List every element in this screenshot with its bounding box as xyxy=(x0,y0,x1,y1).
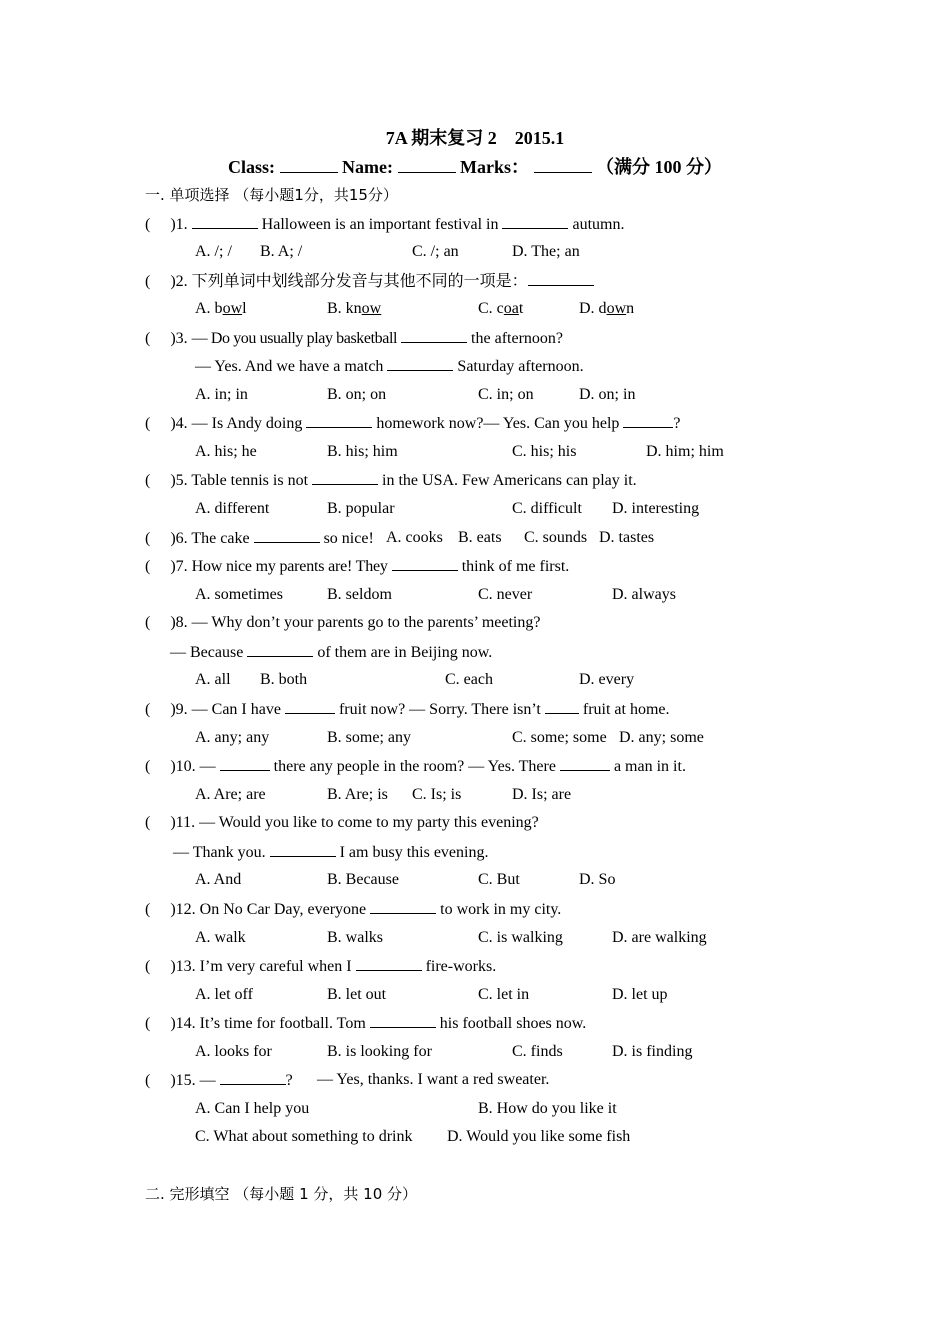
option-c: C. his; his xyxy=(512,443,577,460)
option-d: D. him; him xyxy=(646,443,724,460)
question-text: think of me first. xyxy=(461,558,570,575)
option-d: D. So xyxy=(579,871,616,888)
question-text: — xyxy=(199,758,216,775)
option-b: B. walks xyxy=(327,929,383,946)
question-11-line-2 xyxy=(173,842,488,863)
option-a: A. looks for xyxy=(195,1043,272,1060)
answer-paren: ( xyxy=(145,1015,151,1032)
question-7 xyxy=(145,556,569,577)
blank[interactable] xyxy=(392,556,458,571)
blank[interactable] xyxy=(370,1013,436,1028)
option-d: D. every xyxy=(579,671,635,688)
question-10 xyxy=(145,756,686,777)
option-c: C. is walking xyxy=(478,929,563,946)
answer-paren: ( xyxy=(145,273,151,290)
question-6 xyxy=(145,528,374,549)
question-text: — Do you usually play basketball xyxy=(191,330,398,347)
option-d: D. is finding xyxy=(612,1043,693,1060)
question-11 xyxy=(145,813,539,833)
option-b: B. seldom xyxy=(327,586,392,603)
answer-paren: ( xyxy=(145,472,151,489)
option-c: C. What about something to drink xyxy=(195,1128,413,1145)
option-a: A. /; / xyxy=(195,243,232,260)
question-1 xyxy=(145,214,624,235)
question-number: )15. xyxy=(170,1072,196,1089)
question-5 xyxy=(145,470,637,491)
blank[interactable] xyxy=(192,214,258,229)
question-text: I am busy this evening. xyxy=(339,844,489,861)
question-text: of them are in Beijing now. xyxy=(317,644,493,661)
full-score: （满分 100 分） xyxy=(596,157,722,177)
question-2 xyxy=(145,271,594,292)
question-text: — Why don’t your parents go to the parents’ meeting? xyxy=(191,614,541,631)
question-15-response: — Yes, thanks. I want a red sweater. xyxy=(317,1071,550,1088)
blank[interactable] xyxy=(254,528,320,543)
option-b: B. let out xyxy=(327,986,387,1003)
option-c: C. coat xyxy=(478,300,524,317)
option-a: A. sometimes xyxy=(195,586,283,603)
question-text: homework now?— Yes. Can you help xyxy=(376,415,620,432)
blank[interactable] xyxy=(502,214,568,229)
question-number: )13. xyxy=(170,958,196,975)
marks-label: Marks： xyxy=(460,157,529,177)
option-b: B. both xyxy=(260,671,308,688)
question-text: 下列单词中划线部分发音与其他不同的一项是： xyxy=(191,273,528,290)
question-text: Table tennis is not xyxy=(191,472,309,489)
question-3 xyxy=(145,328,563,349)
answer-paren: ( xyxy=(145,558,151,575)
question-text: to work in my city. xyxy=(440,901,562,918)
answer-paren: ( xyxy=(145,958,151,975)
question-text: Halloween is an important festival in xyxy=(261,216,499,233)
question-text: ? xyxy=(285,1072,293,1089)
name-blank[interactable] xyxy=(398,158,456,173)
option-a: A. his; he xyxy=(195,443,257,460)
option-b: B. eats xyxy=(458,529,502,546)
blank[interactable] xyxy=(312,470,378,485)
question-number: )3. xyxy=(170,330,188,347)
question-12 xyxy=(145,899,561,920)
option-a: A. cooks xyxy=(386,529,443,546)
option-b: B. Are; is xyxy=(327,786,388,803)
blank[interactable] xyxy=(356,956,422,971)
option-c: C. Is; is xyxy=(412,786,462,803)
question-text: — Can I have xyxy=(191,701,281,718)
option-b: B. is looking for xyxy=(327,1043,432,1060)
option-d: D. any; some xyxy=(619,729,704,746)
option-c: C. finds xyxy=(512,1043,563,1060)
question-number: )2. xyxy=(170,273,188,290)
blank[interactable] xyxy=(370,899,436,914)
blank[interactable] xyxy=(306,413,372,428)
page-title: 7A 期末复习 2 2015.1 xyxy=(385,128,565,148)
question-number: )6. xyxy=(170,530,188,547)
option-b: B. Because xyxy=(327,871,399,888)
question-text: On No Car Day, everyone xyxy=(199,901,367,918)
question-text: The cake xyxy=(191,530,250,547)
question-number: )4. xyxy=(170,415,188,432)
question-number: )12. xyxy=(170,901,196,918)
option-d: D. Would you like some fish xyxy=(447,1128,631,1145)
section-1-heading: 一. 单项选择 （每小题1分，共15分） xyxy=(145,186,398,204)
question-number: )7. xyxy=(170,558,188,575)
answer-paren: ( xyxy=(145,530,151,547)
question-text: fruit now? — Sorry. There isn’t xyxy=(338,701,541,718)
question-text: in the USA. Few Americans can play it. xyxy=(382,472,637,489)
question-number: )14. xyxy=(170,1015,196,1032)
answer-paren: ( xyxy=(145,216,151,233)
question-number: )10. xyxy=(170,758,196,775)
blank[interactable] xyxy=(545,699,579,714)
option-b: B. some; any xyxy=(327,729,411,746)
answer-paren: ( xyxy=(145,415,151,432)
name-label: Name: xyxy=(342,157,393,177)
question-text: ? xyxy=(673,415,681,432)
question-text: — xyxy=(199,1072,216,1089)
question-text: autumn. xyxy=(572,216,625,233)
marks-blank[interactable] xyxy=(534,158,592,173)
question-number: )8. xyxy=(170,614,188,631)
blank[interactable] xyxy=(387,356,453,371)
option-a: A. Can I help you xyxy=(195,1100,310,1117)
option-c: C. /; an xyxy=(412,243,459,260)
answer-paren: ( xyxy=(145,814,151,831)
answer-paren: ( xyxy=(145,1072,151,1089)
blank[interactable] xyxy=(247,642,313,657)
blank[interactable] xyxy=(623,413,673,428)
question-text: How nice my parents are! They xyxy=(191,558,388,575)
blank[interactable] xyxy=(220,1070,286,1085)
option-d: D. The; an xyxy=(512,243,580,260)
option-d: D. tastes xyxy=(599,529,655,546)
question-text: so nice! xyxy=(323,530,374,547)
option-d: D. always xyxy=(612,586,676,603)
option-c: C. But xyxy=(478,871,520,888)
section-2-heading: 二. 完形填空 （每小题 1 分，共 10 分） xyxy=(145,1185,418,1203)
question-15 xyxy=(145,1070,293,1091)
question-text: Saturday afternoon. xyxy=(457,358,584,375)
question-9 xyxy=(145,699,670,720)
option-a: A. different xyxy=(195,500,270,517)
option-a: A. all xyxy=(195,671,231,688)
answer-paren: ( xyxy=(145,614,151,631)
option-b: B. know xyxy=(327,300,382,317)
answer-paren: ( xyxy=(145,330,151,347)
option-a: A. bowl xyxy=(195,300,247,317)
question-text: — Yes. And we have a match xyxy=(195,358,384,375)
class-blank[interactable] xyxy=(280,158,338,173)
option-b: B. on; on xyxy=(327,386,387,403)
question-text: — Because xyxy=(170,644,244,661)
question-text: — Thank you. xyxy=(173,844,266,861)
question-text: — Would you like to come to my party this evening? xyxy=(199,814,539,831)
blank[interactable] xyxy=(270,842,336,857)
option-d: D. interesting xyxy=(612,500,700,517)
option-c: C. in; on xyxy=(478,386,534,403)
option-c: C. sounds xyxy=(524,529,588,546)
blank[interactable] xyxy=(220,756,270,771)
blank[interactable] xyxy=(401,328,467,343)
question-8-line-2 xyxy=(170,642,492,663)
option-c: C. difficult xyxy=(512,500,582,517)
option-d: D. are walking xyxy=(612,929,707,946)
question-number: )9. xyxy=(170,701,188,718)
question-text: It’s time for football. Tom xyxy=(199,1015,366,1032)
question-number: )5. xyxy=(170,472,188,489)
option-a: A. walk xyxy=(195,929,246,946)
option-d: D. let up xyxy=(612,986,668,1003)
option-a: A. And xyxy=(195,871,242,888)
class-label: Class: xyxy=(228,157,276,177)
option-a: A. Are; are xyxy=(195,786,266,803)
option-b: B. A; / xyxy=(260,243,303,260)
student-info-line xyxy=(0,153,950,179)
blank[interactable] xyxy=(285,699,335,714)
option-c: C. some; some xyxy=(512,729,607,746)
option-a: A. any; any xyxy=(195,729,270,746)
question-number: )11. xyxy=(170,814,196,831)
question-14 xyxy=(145,1013,586,1034)
question-text: I’m very careful when I xyxy=(199,958,352,975)
option-b: B. his; him xyxy=(327,443,398,460)
blank[interactable] xyxy=(528,271,594,286)
question-4 xyxy=(145,413,681,434)
option-a: A. let off xyxy=(195,986,253,1003)
option-d: D. on; in xyxy=(579,386,636,403)
question-text: — Is Andy doing xyxy=(191,415,303,432)
option-a: A. in; in xyxy=(195,386,248,403)
blank[interactable] xyxy=(560,756,610,771)
question-8 xyxy=(145,613,540,633)
question-text: fire-works. xyxy=(425,958,497,975)
option-c: C. each xyxy=(445,671,493,688)
question-text: there any people in the room? — Yes. There xyxy=(273,758,556,775)
option-b: B. popular xyxy=(327,500,395,517)
question-text: the afternoon? xyxy=(471,330,563,347)
answer-paren: ( xyxy=(145,901,151,918)
question-text: fruit at home. xyxy=(582,701,670,718)
answer-paren: ( xyxy=(145,701,151,718)
question-text: a man in it. xyxy=(613,758,686,775)
question-number: )1. xyxy=(170,216,188,233)
question-3-line-2 xyxy=(195,356,584,377)
option-b: B. How do you like it xyxy=(478,1100,617,1117)
question-text: his football shoes now. xyxy=(439,1015,587,1032)
option-d: D. Is; are xyxy=(512,786,572,803)
option-c: C. let in xyxy=(478,986,530,1003)
question-13 xyxy=(145,956,496,977)
option-c: C. never xyxy=(478,586,533,603)
answer-paren: ( xyxy=(145,758,151,775)
option-d: D. down xyxy=(579,300,635,317)
